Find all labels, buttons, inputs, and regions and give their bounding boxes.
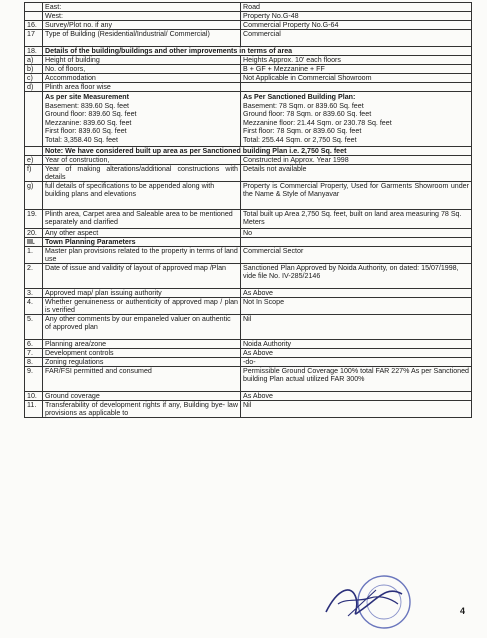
table-row — [25, 181, 472, 209]
plan-line: Total: 255.44 Sqm. or 2,750 Sq. feet — [243, 135, 357, 144]
measurement-line: First floor: 839.60 Sq. feet — [45, 127, 127, 136]
row-number: 1. — [25, 246, 43, 263]
row-label: Any other aspect — [43, 228, 241, 237]
row-label: No. of floors, — [43, 65, 241, 74]
table-row — [25, 348, 472, 357]
table-row — [25, 288, 472, 297]
row-label: Date of issue and validity of layout of approved map /Plan — [43, 263, 241, 288]
row-number: 6. — [25, 339, 43, 348]
row-label: Survey/Plot no. if any — [43, 21, 241, 30]
table-row — [25, 263, 472, 288]
row-number: 3. — [25, 288, 43, 297]
row-number — [25, 92, 43, 147]
row-label: Plinth area, Carpet area and Saleable area to be mentioned separately and clarified — [43, 209, 241, 228]
row-value: As Above — [241, 348, 472, 357]
row-number: 11. — [25, 400, 43, 417]
table-row — [25, 56, 472, 65]
plan-line: Mezzanine floor: 21.44 Sqm. or 230.78 Sq. feet — [243, 118, 392, 127]
row-number: 10. — [25, 391, 43, 400]
row-number: 8. — [25, 357, 43, 366]
row-value: Sanctioned Plan Approved by Noida Authority, on dated: 15/07/1998, vide file No. IV-285/2146 — [241, 263, 472, 288]
row-number: c) — [25, 74, 43, 83]
row-number: 5. — [25, 314, 43, 339]
row-label: Height of building — [43, 56, 241, 65]
row-number: b) — [25, 65, 43, 74]
row-label: West: — [43, 12, 241, 21]
table-row — [25, 3, 472, 12]
row-value — [241, 83, 472, 92]
row-value: Noida Authority — [241, 339, 472, 348]
table-row — [25, 400, 472, 417]
plinth-area-row — [25, 92, 472, 147]
row-number: f) — [25, 164, 43, 181]
plan-line: Ground floor: 78 Sqm. or 839.60 Sq. feet — [243, 110, 372, 119]
row-value: Commercial Sector — [241, 246, 472, 263]
table-row — [25, 12, 472, 21]
page-number: 4 — [459, 606, 465, 616]
row-number — [25, 12, 43, 21]
row-number: 9. — [25, 366, 43, 391]
measurement-line: Total: 3,358.40 Sq. feet — [45, 135, 118, 144]
table-row — [25, 74, 472, 83]
row-number: 18. — [25, 47, 43, 56]
measurement-line: Basement: 839.60 Sq. feet — [45, 101, 129, 110]
row-number: e) — [25, 155, 43, 164]
table-row — [25, 297, 472, 314]
details-table — [24, 2, 472, 418]
valuation-report-page — [24, 2, 471, 418]
row-value: Nil — [241, 400, 472, 417]
row-number: 17 — [25, 30, 43, 47]
row-value: Commercial — [241, 30, 472, 47]
table-row — [25, 164, 472, 181]
site-measurement-cell — [43, 92, 241, 147]
table-row — [25, 30, 472, 47]
section-heading: Town Planning Parameters — [43, 237, 241, 246]
row-value: Permissible Ground Coverage 100% total FAR 227% As per Sanctioned building Plan actual utilized FAR 300% — [241, 366, 472, 391]
row-label: full details of specifications to be appended along with building plans and elevations — [43, 181, 241, 209]
row-label: Transferability of development rights if any, Building bye- law provisions as applicable to — [43, 400, 241, 417]
row-label: Type of Building (Residential/Industrial/ Commercial) — [43, 30, 241, 47]
built-up-note: Note: We have considered built up area as per Sanctioned building Plan i.e. 2,750 Sq. feet — [43, 146, 472, 155]
row-value: Nil — [241, 314, 472, 339]
section-heading: Details of the building/buildings and other improvements in terms of area — [43, 47, 472, 56]
company-stamp-and-signature — [318, 568, 414, 632]
row-value: Total built up Area 2,750 Sq. feet, built on land area measuring 78 Sq. Meters — [241, 209, 472, 228]
row-label: Accommodation — [43, 74, 241, 83]
row-value: Constructed in Approx. Year 1998 — [241, 155, 472, 164]
measurement-line: Mezzanine: 839.60 Sq. feet — [45, 118, 132, 127]
row-number: 19. — [25, 209, 43, 228]
row-value: Not In Scope — [241, 297, 472, 314]
row-value: Heights Approx. 10' each floors — [241, 56, 472, 65]
row-value: Property No.G-48 — [241, 12, 472, 21]
row-value: Not Applicable in Commercial Showroom — [241, 74, 472, 83]
row-number: 20. — [25, 228, 43, 237]
sanctioned-plan-heading: As Per Sanctioned Building Plan: — [243, 93, 356, 101]
row-value: Commercial Property No.G-64 — [241, 21, 472, 30]
row-number: 7. — [25, 348, 43, 357]
row-number: d) — [25, 83, 43, 92]
row-label: Plinth area floor wise — [43, 83, 241, 92]
row-value: Road — [241, 3, 472, 12]
section-header-row — [25, 237, 472, 246]
row-value: -do- — [241, 357, 472, 366]
row-value: No — [241, 228, 472, 237]
row-label: Year of making alterations/additional constructions with details — [43, 164, 241, 181]
table-row — [25, 357, 472, 366]
row-number: g) — [25, 181, 43, 209]
section-header-row — [25, 47, 472, 56]
row-label: Year of construction, — [43, 155, 241, 164]
plan-line: First floor: 78 Sqm. or 839.60 Sq. feet — [243, 127, 362, 136]
row-label: Planning area/zone — [43, 339, 241, 348]
sanctioned-plan-cell — [241, 92, 472, 147]
table-row — [25, 155, 472, 164]
row-value: Details not available — [241, 164, 472, 181]
row-label: Any other comments by our empaneled valuer on authentic of approved plan — [43, 314, 241, 339]
table-row — [25, 83, 472, 92]
row-number: a) — [25, 56, 43, 65]
measurement-line: Ground floor: 839.60 Sq. feet — [45, 110, 137, 119]
row-value: As Above — [241, 391, 472, 400]
row-number: 2. — [25, 263, 43, 288]
row-label: Zoning regulations — [43, 357, 241, 366]
table-row — [25, 246, 472, 263]
plan-line: Basement: 78 Sqm. or 839.60 Sq. feet — [243, 101, 364, 110]
table-row — [25, 228, 472, 237]
row-value: As Above — [241, 288, 472, 297]
table-row — [25, 366, 472, 391]
row-label: East: — [43, 3, 241, 12]
row-value: Property is Commercial Property, Used for Garments Showroom under the Name & Style of Manyavar — [241, 181, 472, 209]
row-label: FAR/FSI permitted and consumed — [43, 366, 241, 391]
row-number — [25, 3, 43, 12]
row-label: Development controls — [43, 348, 241, 357]
table-row — [25, 209, 472, 228]
table-row — [25, 391, 472, 400]
row-number: III. — [25, 237, 43, 246]
row-label: Approved map/ plan issuing authority — [43, 288, 241, 297]
note-row — [25, 146, 472, 155]
site-measurement-heading: As per site Measurement — [45, 93, 129, 101]
table-row — [25, 314, 472, 339]
table-row — [25, 339, 472, 348]
row-number: 4. — [25, 297, 43, 314]
table-row — [25, 65, 472, 74]
row-label: Whether genuineness or authenticity of approved map / plan is verified — [43, 297, 241, 314]
table-row — [25, 21, 472, 30]
row-number: 16. — [25, 21, 43, 30]
row-label: Ground coverage — [43, 391, 241, 400]
row-label: Master plan provisions related to the property in terms of land use — [43, 246, 241, 263]
row-value: B + GF + Mezzanine + FF — [241, 65, 472, 74]
